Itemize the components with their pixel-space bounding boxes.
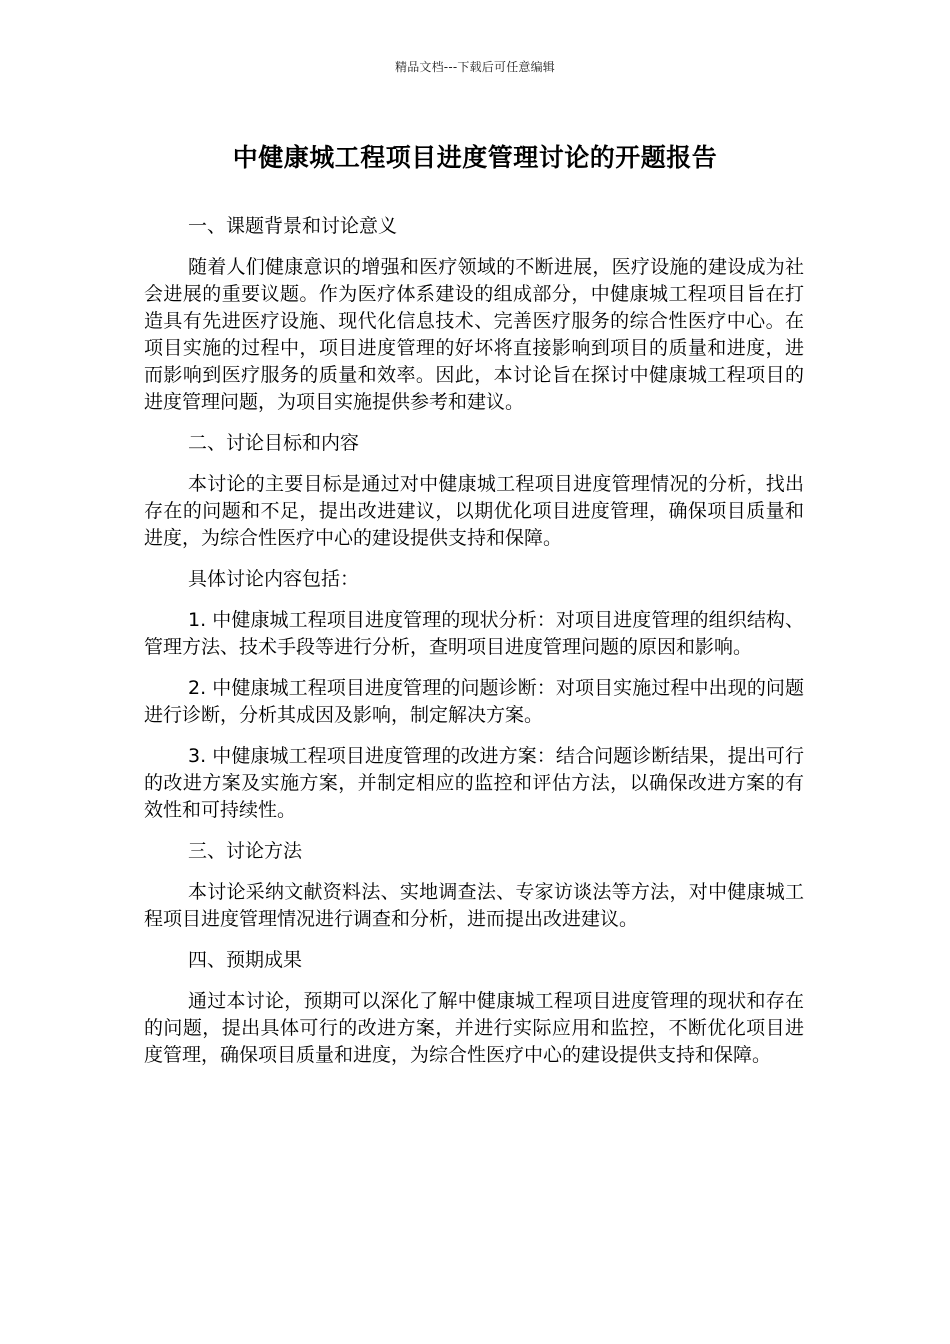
section-heading-goals: 二、讨论目标和内容 bbox=[188, 432, 360, 454]
paragraph-content-intro: 具体讨论内容包括： bbox=[188, 568, 360, 590]
paragraph-outcomes: 通过本讨论，预期可以深化了解中健康城工程项目进度管理的现状和存在的问题，提出具体可行的改进方案，并进行实际应用和监控，不断优化项目进度管理，确保项目质量和进度，为综合性医疗中心的建设提供支持和保障。 bbox=[144, 990, 804, 1066]
section-heading-outcomes: 四、预期成果 bbox=[188, 949, 303, 971]
paragraph-methods: 本讨论采纳文献资料法、实地调查法、专家访谈法等方法，对中健康城工程项目进度管理情况进行调查和分析，进而提出改进建议。 bbox=[144, 881, 804, 930]
document-body bbox=[144, 213, 804, 1083]
section-heading-background: 一、课题背景和讨论意义 bbox=[188, 215, 398, 237]
paragraph-background: 随着人们健康意识的增强和医疗领域的不断进展，医疗设施的建设成为社会进展的重要议题。作为医疗体系建设的组成部分，中健康城工程项目旨在打造具有先进医疗设施、现代化信息技术、完善医疗服务的综合性医疗中心。在项目实施的过程中，项目进度管理的好坏将直接影响到项目的质量和进度，进而影响到医疗服务的质量和效率。因此，本讨论旨在探讨中健康城工程项目的进度管理问题，为项目实施提供参考和建议。 bbox=[144, 256, 804, 413]
section-heading-methods: 三、讨论方法 bbox=[188, 840, 303, 862]
header-note: 精品文档---下载后可任意编辑 bbox=[395, 60, 555, 74]
list-item-improvement: 3. 中健康城工程项目进度管理的改进方案：结合问题诊断结果，提出可行的改进方案及实施方案，并制定相应的监控和评估方法，以确保改进方案的有效性和可持续性。 bbox=[144, 745, 804, 821]
list-item-analysis: 1. 中健康城工程项目进度管理的现状分析：对项目进度管理的组织结构、管理方法、技术手段等进行分析，查明项目进度管理问题的原因和影响。 bbox=[144, 609, 804, 658]
list-item-diagnosis: 2. 中健康城工程项目进度管理的问题诊断：对项目实施过程中出现的问题进行诊断，分析其成因及影响，制定解决方案。 bbox=[144, 677, 804, 726]
paragraph-goals: 本讨论的主要目标是通过对中健康城工程项目进度管理情况的分析，找出存在的问题和不足，提出改进建议，以期优化项目进度管理，确保项目质量和进度，为综合性医疗中心的建设提供支持和保障。 bbox=[144, 473, 804, 549]
document-title: 中健康城工程项目进度管理讨论的开题报告 bbox=[232, 143, 718, 172]
